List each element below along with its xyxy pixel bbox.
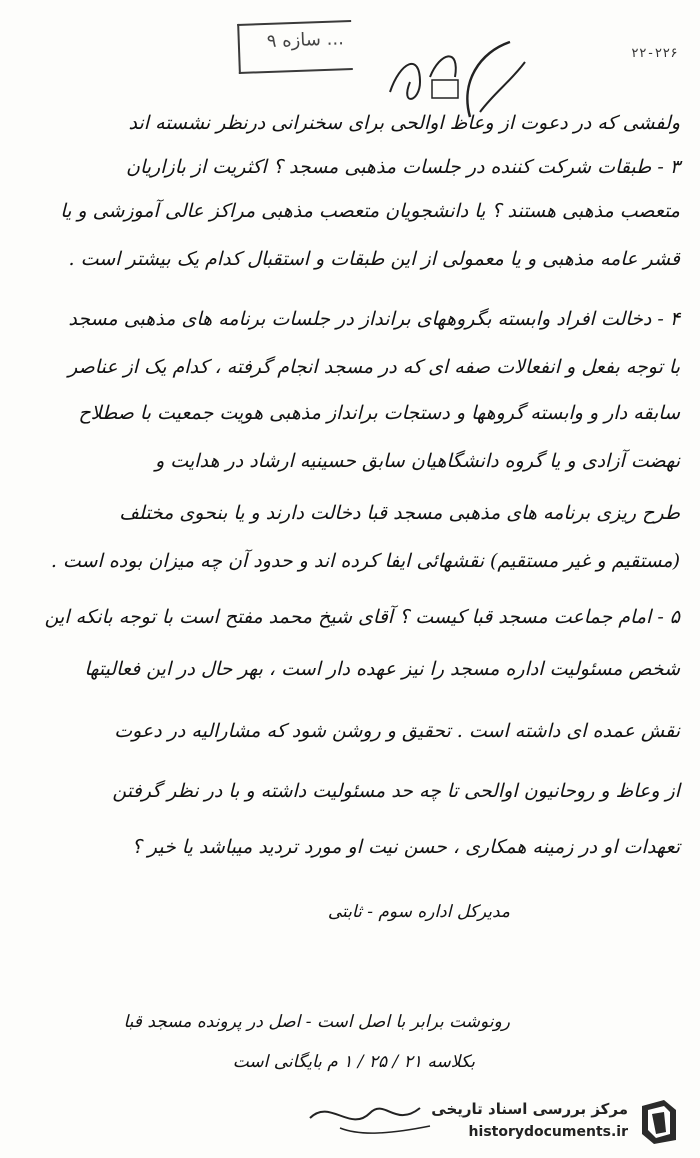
archive-note-line-2: بکلاسه ۲۱ / ۲۵ / ۱ م بایگانی است bbox=[232, 1052, 475, 1072]
body-line: نقش عمده ای داشته است . تحقیق و روشن شود که مشارالیه در دعوت bbox=[114, 720, 680, 742]
body-line: ۳ - طبقات شرکت کننده در جلسات مذهبی مسجد ؟ اکثریت از بازاریان bbox=[126, 156, 680, 178]
body-line: شخص مسئولیت اداره مسجد را نیز عهده دار است ، بهر حال در این فعالیتها bbox=[84, 658, 680, 680]
stamp-text: ... سازه ۹ bbox=[266, 28, 345, 52]
body-line: سابقه دار و وابسته گروهها و دستجات برانداز مذهبی هویت جمعیت با صطلاح bbox=[78, 402, 680, 424]
archive-logo-icon bbox=[634, 1096, 684, 1146]
document-number: ۲۲-۲۲۶ bbox=[631, 46, 678, 61]
watermark-logo bbox=[430, 1092, 690, 1152]
body-line: ۴ - دخالت افراد وابسته بگروههای برانداز در جلسات برنامه های مذهبی مسجد bbox=[68, 308, 680, 330]
body-line: ولفشی که در دعوت از وعاظ اوالحی برای سخنرانی درنظر نشسته اند bbox=[128, 112, 680, 134]
watermark-url: historydocuments.ir bbox=[468, 1124, 628, 1140]
watermark-org-name: مرکز بررسی اسناد تاریخی bbox=[431, 1100, 628, 1118]
body-line: از وعاظ و روحانیون اوالحی تا چه حد مسئولیت داشته و با در نظر گرفتن bbox=[112, 780, 680, 802]
classification-stamp bbox=[237, 20, 353, 74]
body-line: نهضت آزادی و یا گروه دانشگاهیان سابق حسینیه ارشاد در هدایت و bbox=[155, 450, 680, 472]
body-line: ۵ - امام جماعت مسجد قبا کیست ؟ آقای شیخ محمد مفتح است با توجه بانکه این bbox=[44, 606, 680, 628]
handwritten-signature bbox=[300, 1088, 450, 1138]
body-line: طرح ریزی برنامه های مذهبی مسجد قبا دخالت دارند و یا بنحوی مختلف bbox=[119, 502, 680, 524]
body-line: متعصب مذهبی هستند ؟ یا دانشجویان متعصب مذهبی مراکز عالی آموزشی و یا bbox=[60, 200, 680, 222]
archive-note-line-1: رونوشت برابر با اصل است - اصل در پرونده مسجد قبا bbox=[123, 1012, 510, 1032]
body-line: (مستقیم و غیر مستقیم) نقشهائی ایفا کرده اند و حدود آن چه میزان بوده است . bbox=[50, 550, 680, 572]
body-line: با توجه بفعل و انفعالات صفه ای که در مسجد انجام گرفته ، کدام یک از عناصر bbox=[68, 356, 680, 378]
body-line: تعهدات او در زمینه همکاری ، حسن نیت او مورد تردید میباشد یا خیر ؟ bbox=[131, 836, 680, 858]
signatory-title: مدیرکل اداره سوم - ثابتی bbox=[327, 902, 510, 922]
body-line: قشر عامه مذهبی و یا معمولی از این طبقات و استقبال کدام یک بیشتر است . bbox=[68, 248, 680, 270]
